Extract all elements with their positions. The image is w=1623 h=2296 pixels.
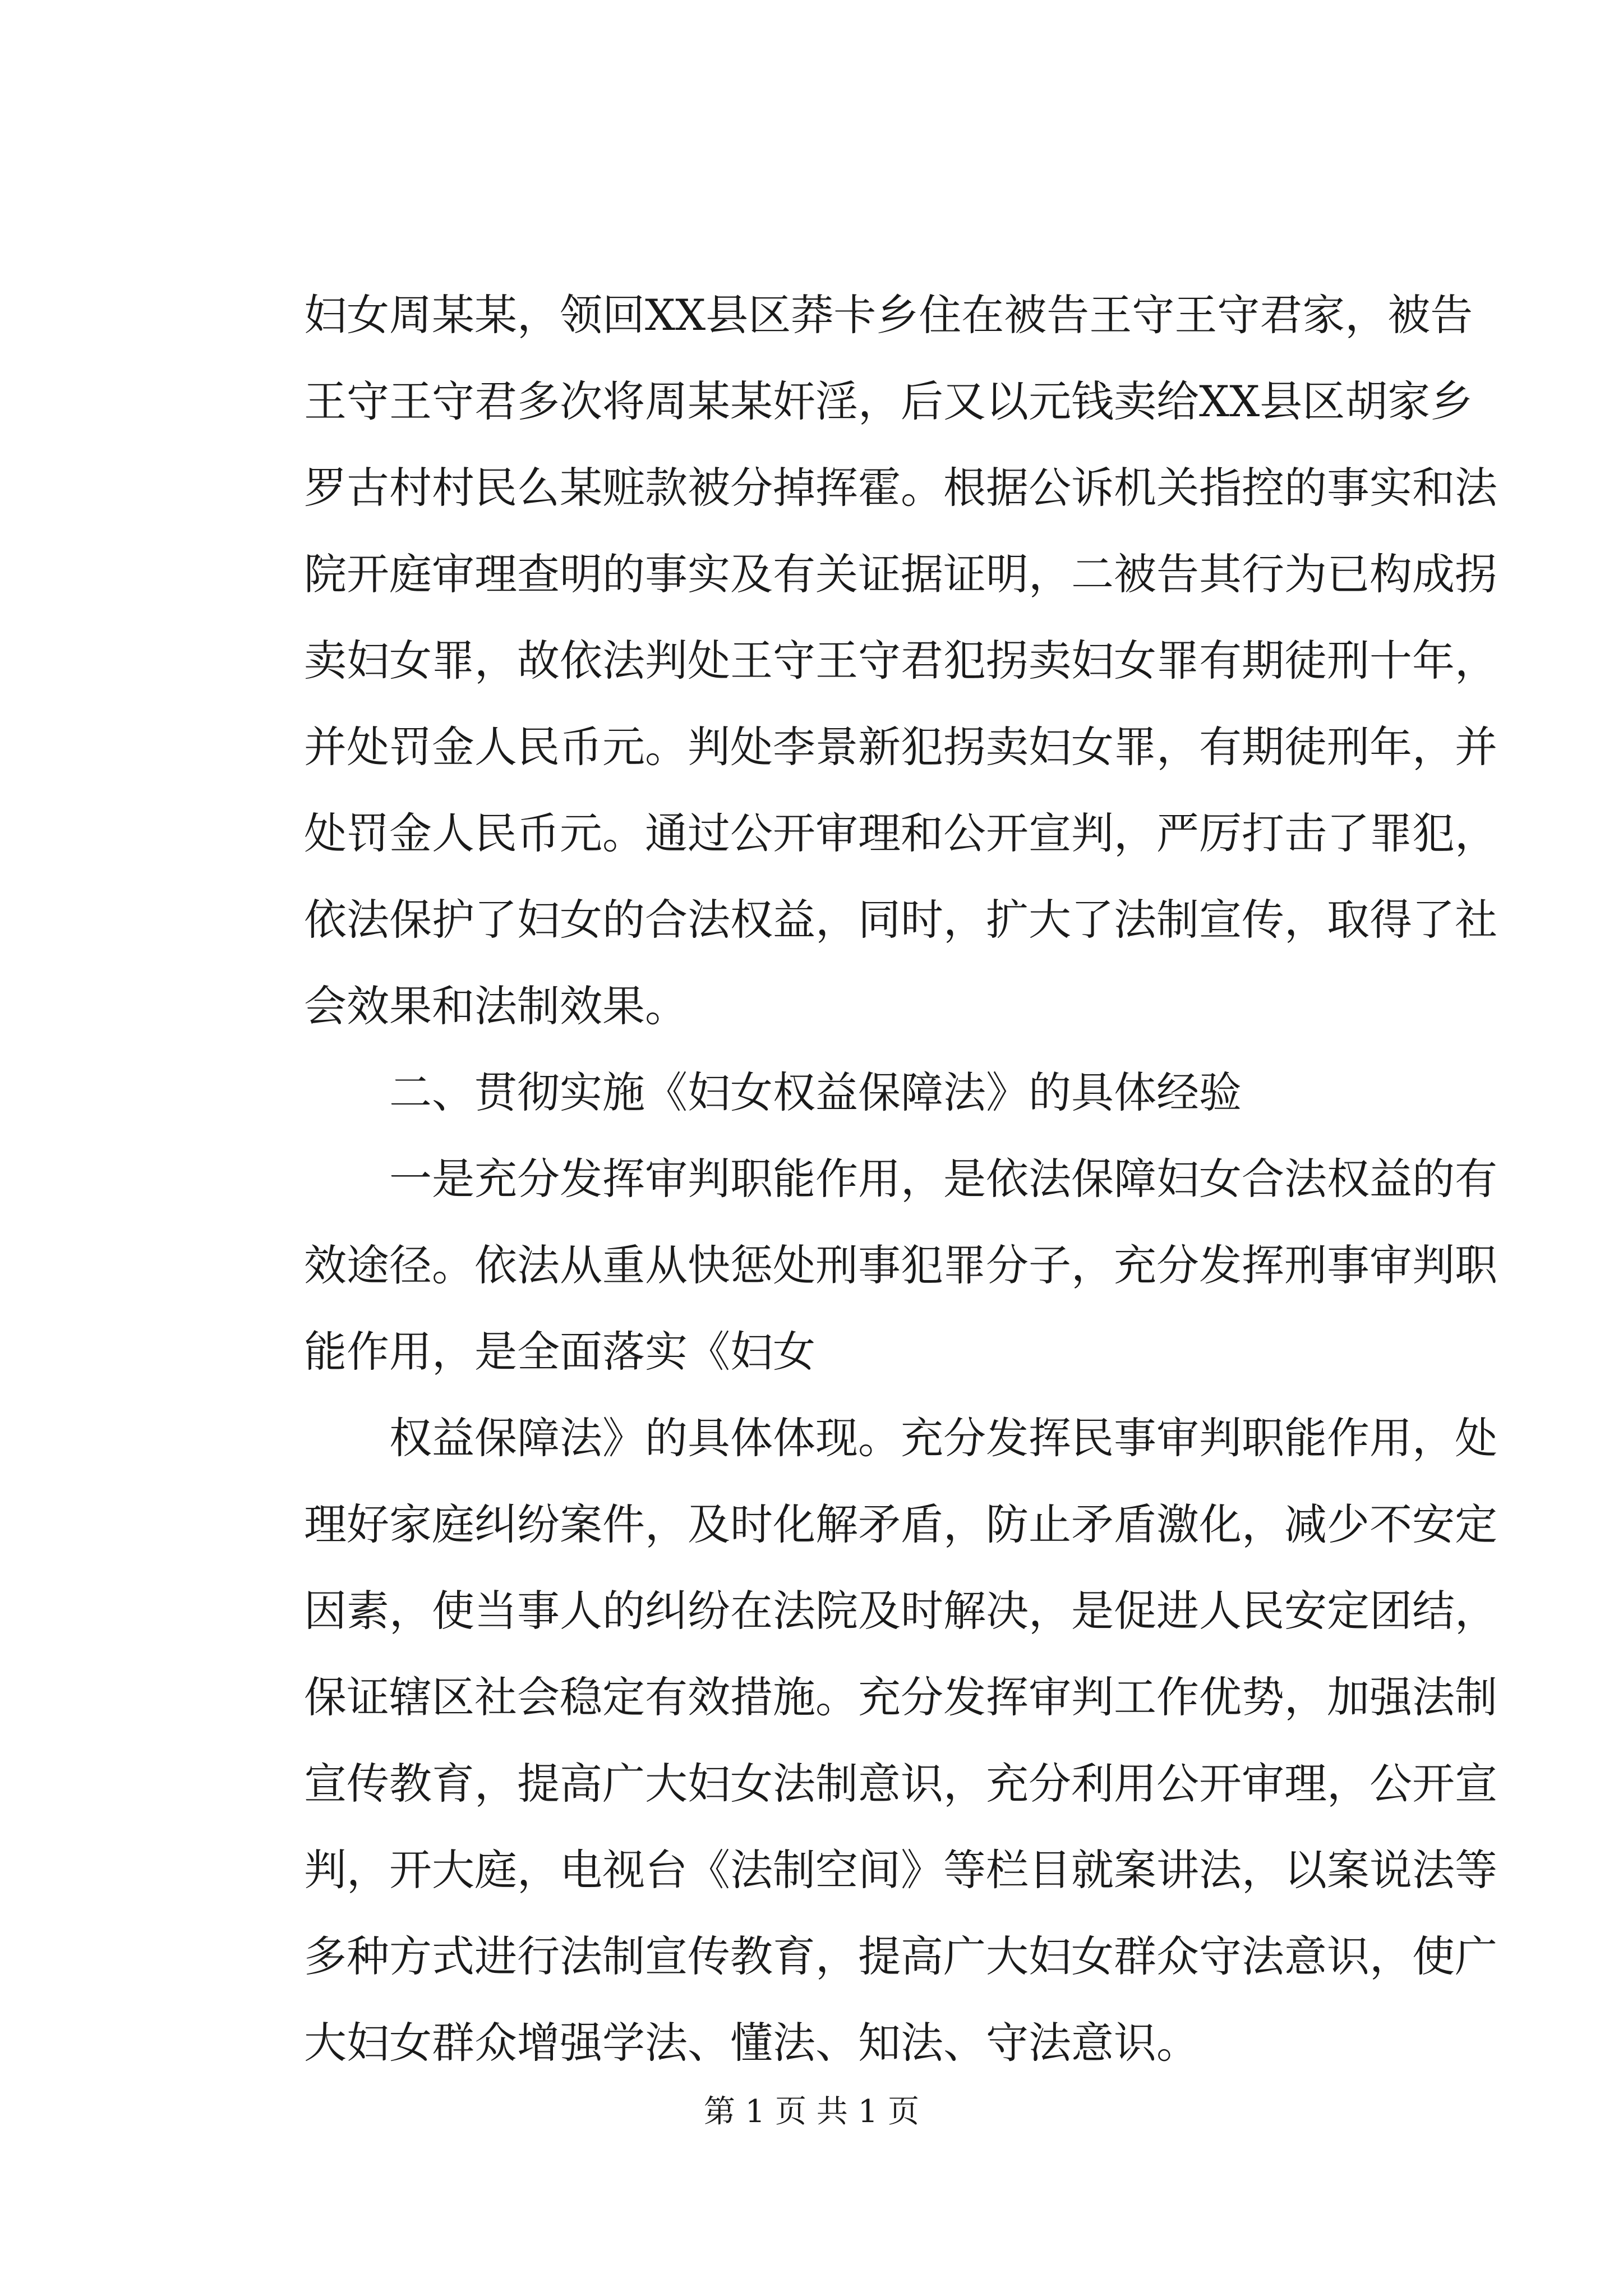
text-line: 因素，使当事人的纠纷在法院及时解决，是促进人民安定团结， <box>304 1586 1497 1636</box>
text-line: 判，开大庭，电视台《法制空间》等栏目就案讲法，以案说法等 <box>304 1845 1497 1895</box>
text-line: 王守王守君多次将周某某奸淫，后又以元钱卖给XX县区胡家乡 <box>304 376 1473 426</box>
text-line: 权益保障法》的具体体现。充分发挥民事审判职能作用，处 <box>389 1413 1497 1463</box>
text-line: 宣传教育，提高广大妇女法制意识，充分利用公开审理，公开宣 <box>304 1759 1497 1809</box>
text-line: 院开庭审理查明的事实及有关证据证明，二被告其行为已构成拐 <box>304 549 1497 599</box>
text-line: 会效果和法制效果。 <box>304 981 688 1031</box>
text-line: 大妇女群众增强学法、懂法、知法、守法意识。 <box>304 2018 1199 2068</box>
text-line: 依法保护了妇女的合法权益，同时，扩大了法制宣传，取得了社 <box>304 895 1497 945</box>
page-footer: 第 1 页 共 1 页 <box>703 2093 920 2130</box>
text-line: 妇女周某某，领回XX县区莽卡乡住在被告王守王守君家，被告 <box>304 290 1473 340</box>
text-line: 能作用，是全面落实《妇女 <box>304 1327 815 1377</box>
text-line: 卖妇女罪，故依法判处王守王守君犯拐卖妇女罪有期徒刑十年， <box>304 636 1497 685</box>
text-line: 理好家庭纠纷案件，及时化解矛盾，防止矛盾激化，减少不安定 <box>304 1499 1497 1549</box>
text-line: 保证辖区社会稳定有效措施。充分发挥审判工作优势，加强法制 <box>304 1672 1497 1722</box>
text-line: 处罚金人民币元。通过公开审理和公开宣判，严厉打击了罪犯， <box>304 808 1497 858</box>
document-body <box>304 272 1616 2086</box>
text-line: 罗古村村民么某赃款被分掉挥霍。根据公诉机关指控的事实和法 <box>304 463 1497 513</box>
text-line: 效途径。依法从重从快惩处刑事犯罪分子，充分发挥刑事审判职 <box>304 1240 1497 1290</box>
text-line: 并处罚金人民币元。判处李景新犯拐卖妇女罪，有期徒刑年，并 <box>304 722 1497 772</box>
text-line: 一是充分发挥审判职能作用，是依法保障妇女合法权益的有 <box>389 1154 1497 1204</box>
text-line: 多种方式进行法制宣传教育，提高广大妇女群众守法意识，使广 <box>304 1931 1497 1981</box>
section-heading: 二、贯彻实施《妇女权益保障法》的具体经验 <box>389 1068 1242 1117</box>
